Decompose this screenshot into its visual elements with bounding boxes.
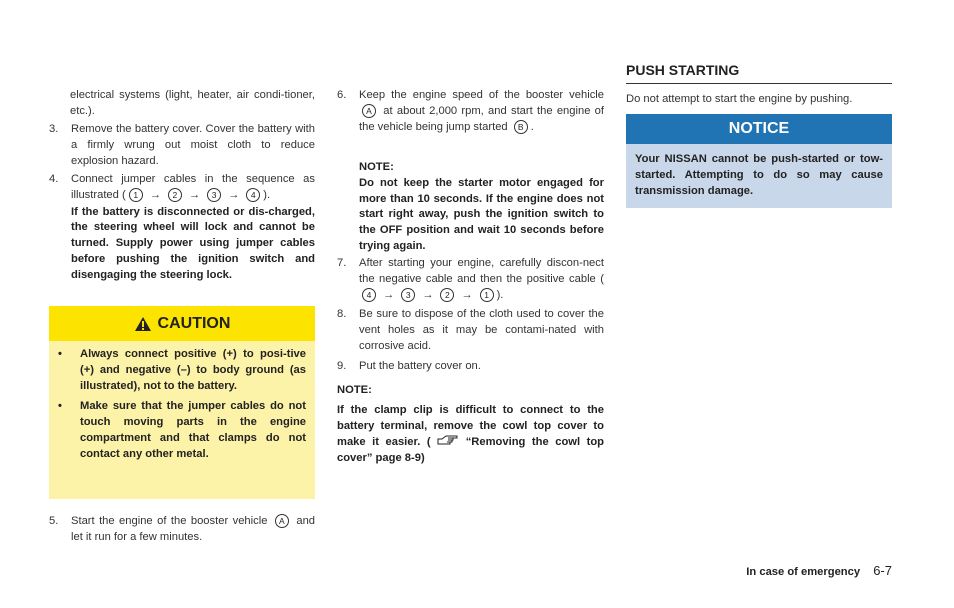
step-text: at about 2,000 rpm, and start the engine of the vehicle being jump started xyxy=(359,104,605,133)
step-number: 9. xyxy=(337,360,347,372)
note-reference: “Removing the cowl top cover” page 8-9) xyxy=(337,436,605,465)
step-8 xyxy=(337,307,604,354)
step-5 xyxy=(49,514,315,546)
marker-3-icon: 3 xyxy=(207,188,221,202)
step-number: 5. xyxy=(49,515,59,527)
note-label: NOTE: xyxy=(359,161,394,173)
caution-bullet xyxy=(49,347,315,394)
step-text: Put the battery cover on. xyxy=(359,360,481,372)
step-text: Remove the battery cover. Cover the battery with a firmly wrung out moist cloth to reduce explosion hazard. xyxy=(71,123,315,167)
step-number: 3. xyxy=(49,123,59,135)
step-number: 6. xyxy=(337,89,347,101)
arrow-icon: → xyxy=(228,188,240,201)
notice-title: NOTICE xyxy=(626,114,892,144)
note-1 xyxy=(359,160,604,255)
caution-bullet-text: Always connect positive (+) to posi-tive (+) and negative (–) to body ground (as illustrated), not to the battery. xyxy=(80,348,306,392)
bullet-icon: • xyxy=(58,348,62,360)
step-2-continuation: electrical systems (light, heater, air condi-tioner, etc.). xyxy=(70,89,315,117)
page-number: 6-7 xyxy=(873,563,892,578)
marker-4-icon: 4 xyxy=(362,288,376,302)
step-text: Keep the engine speed of the booster vehicle xyxy=(359,89,604,101)
step-text-end: and let it run for a few minutes. xyxy=(71,515,316,543)
marker-2-icon: 2 xyxy=(168,188,182,202)
footer-section: In case of emergency xyxy=(746,566,861,578)
bullet-icon: • xyxy=(58,400,62,413)
step-text: Be sure to dispose of the cloth used to cover the vent holes as it may be contami-nated with corrosive acid. xyxy=(359,308,604,352)
arrow-icon: → xyxy=(149,188,161,201)
marker-1-icon: 1 xyxy=(129,188,143,202)
step-3 xyxy=(49,122,315,169)
pointing-hand-icon xyxy=(437,434,459,446)
marker-4-icon: 4 xyxy=(246,188,260,202)
step-number: 7. xyxy=(337,257,347,269)
caution-box xyxy=(49,306,315,499)
arrow-icon: → xyxy=(422,288,434,301)
arrow-icon: → xyxy=(188,188,201,201)
step-text: After starting your engine, carefully discon-nect the negative cable and then the positive cable ( xyxy=(359,257,604,285)
caution-bullet-text: Make sure that the jumper cables do not touch moving parts in the engine compartment and that clamps do not contact any other metal. xyxy=(80,400,306,460)
marker-3-icon: 3 xyxy=(401,288,415,302)
note-label: NOTE: xyxy=(337,384,372,396)
section-title: PUSH STARTING xyxy=(626,62,892,84)
step-number: 8. xyxy=(337,308,347,320)
caution-bullet xyxy=(49,399,315,462)
note-text: If the clamp clip is difficult to connect to the battery terminal, remove the cowl top cover to make it easier. ( xyxy=(337,403,604,449)
step-4-warning: If the battery is disconnected or dis-charged, the steering wheel will lock and cannot be turned. Supply power using jumper cables before pushing the ignition switch and disengaging the steering lock. xyxy=(71,205,315,281)
step-text-end: ). xyxy=(496,288,504,301)
step-text: Connect jumper cables in the sequence as illustrated ( xyxy=(71,173,315,201)
notice-box xyxy=(626,114,892,208)
step-text-end: . xyxy=(530,120,534,133)
step-text-end: ). xyxy=(263,188,271,201)
note-2 xyxy=(337,383,604,467)
step-text: Start the engine of the booster vehicle xyxy=(71,515,268,527)
section-intro: Do not attempt to start the engine by pushing. xyxy=(626,93,853,105)
marker-b-icon: B xyxy=(514,120,528,134)
caution-title: CAUTION xyxy=(157,314,231,332)
step-9 xyxy=(337,359,604,375)
step-6 xyxy=(337,88,604,135)
step-number: 4. xyxy=(49,173,59,185)
marker-1-icon: 1 xyxy=(480,288,494,302)
notice-text: Your NISSAN cannot be push-started or tow-started. Attempting to do so may cause transmission damage. xyxy=(635,153,883,197)
marker-a-icon: A xyxy=(275,514,289,528)
step-4 xyxy=(49,172,315,284)
arrow-icon: → xyxy=(461,288,473,301)
step-7 xyxy=(337,256,604,303)
marker-2-icon: 2 xyxy=(440,288,454,302)
warning-icon xyxy=(134,316,152,332)
arrow-icon: → xyxy=(383,288,395,301)
note-text: Do not keep the starter motor engaged for more than 10 seconds. If the engine does not start right away, push the ignition switch to the OFF position and wait 10 seconds before trying again. xyxy=(359,176,604,252)
marker-a-icon: A xyxy=(362,104,376,118)
page-footer xyxy=(746,563,892,578)
caution-header xyxy=(49,306,315,341)
